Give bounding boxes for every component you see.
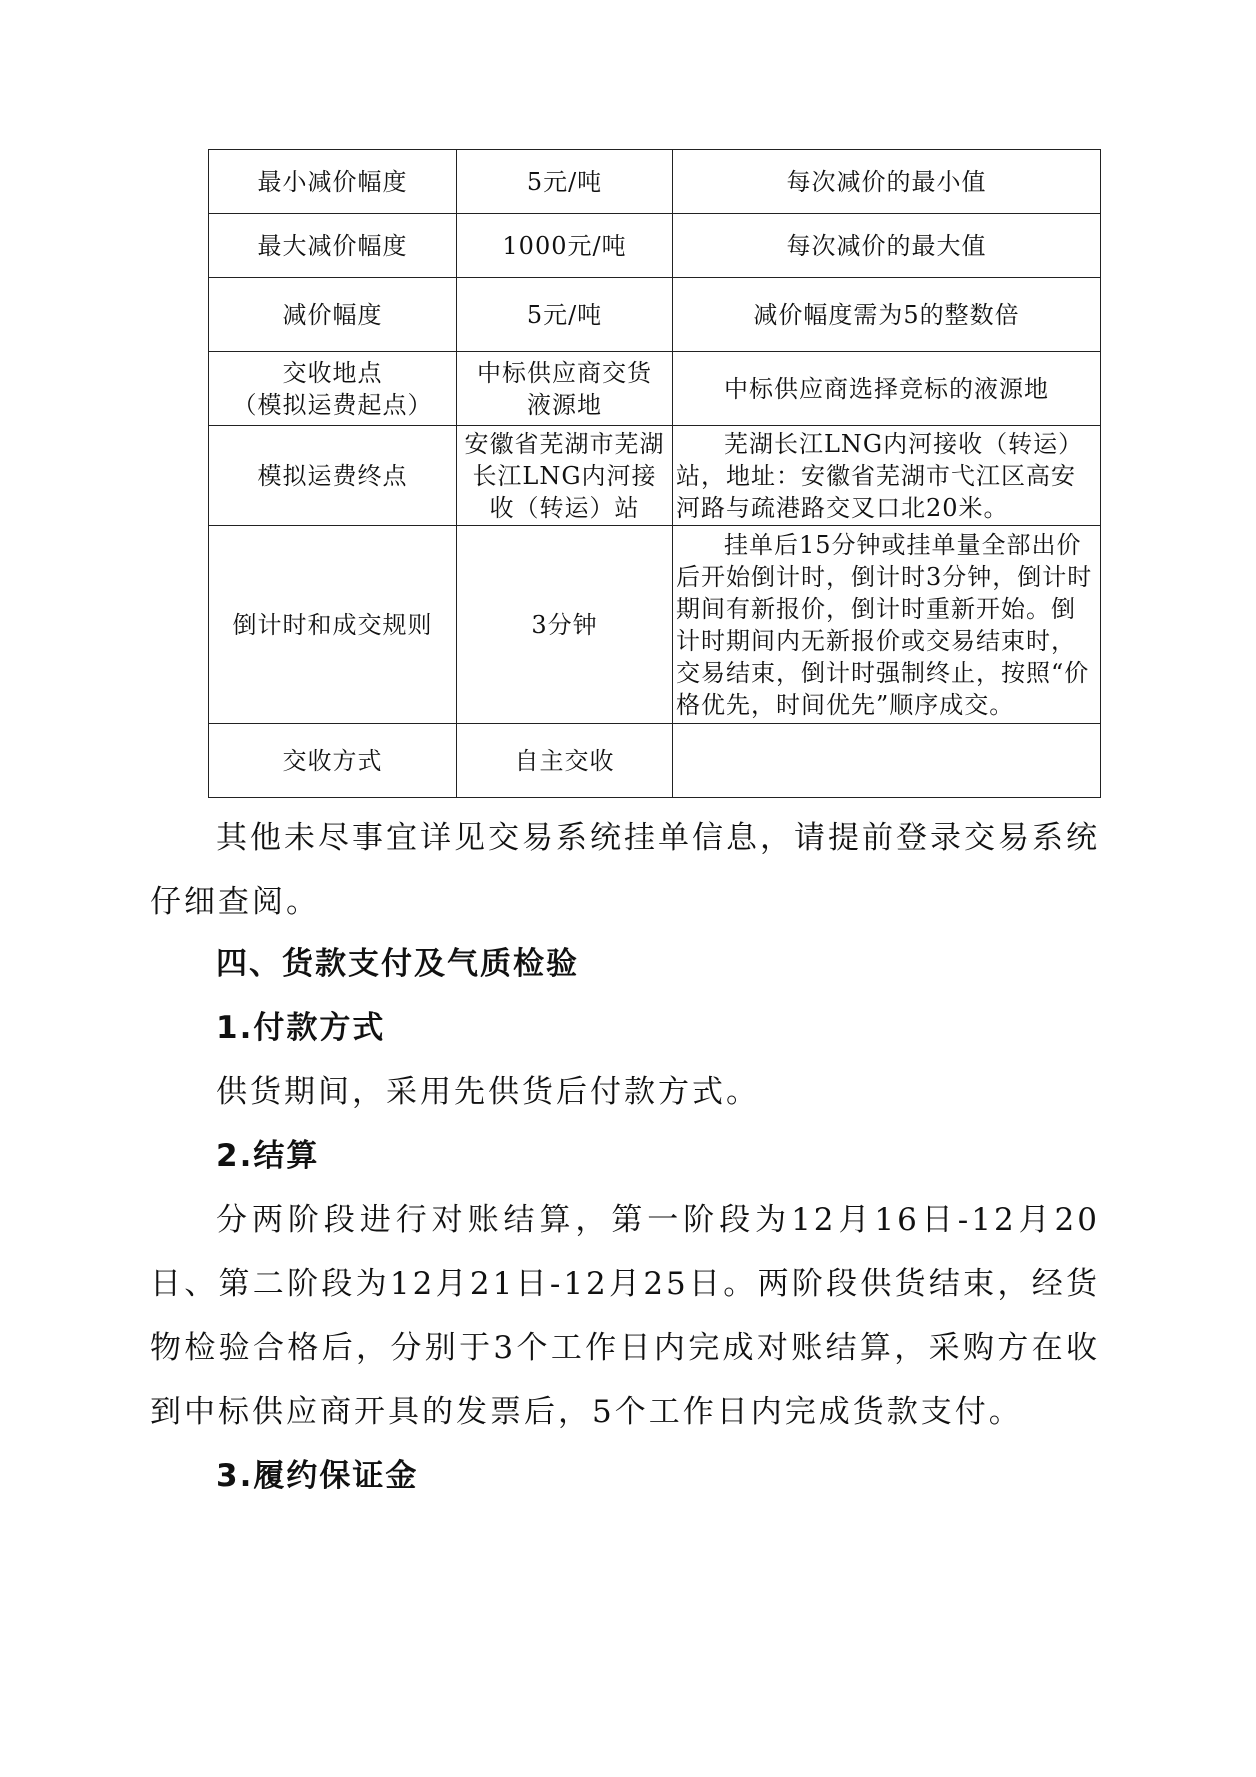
table-cell-note: 芜湖长江LNG内河接收（转运）站，地址：安徽省芜湖市弋江区高安河路与疏港路交叉口北20米。 — [673, 426, 1101, 526]
payment-paragraph: 供货期间，采用先供货后付款方式。 — [216, 1074, 760, 1110]
bidding-parameters-table — [208, 149, 1101, 798]
table-cell-item: 交收方式 — [209, 724, 457, 798]
table-cell-item: 最大减价幅度 — [209, 214, 457, 278]
table-row — [209, 426, 1101, 526]
table-cell-value: 中标供应商交货液源地 — [457, 352, 673, 426]
table-cell-value: 安徽省芜湖市芜湖长江LNG内河接收（转运）站 — [457, 426, 673, 526]
table-cell-value: 自主交收 — [457, 724, 673, 798]
table-cell-note: 每次减价的最大值 — [673, 214, 1101, 278]
table-cell-value: 1000元/吨 — [457, 214, 673, 278]
table-row — [209, 278, 1101, 352]
table-row — [209, 150, 1101, 214]
table-row — [209, 526, 1101, 724]
table-cell-item: 倒计时和成交规则 — [209, 526, 457, 724]
subsection-heading-payment: 1.付款方式 — [216, 1010, 386, 1046]
table-cell-note: 每次减价的最小值 — [673, 150, 1101, 214]
table-cell-item: 减价幅度 — [209, 278, 457, 352]
table-row — [209, 352, 1101, 426]
notice-paragraph: 其他未尽事宜详见交易系统挂单信息，请提前登录交易系统仔细查阅。 — [150, 820, 1100, 920]
table-cell-note — [673, 724, 1101, 798]
table-cell-note: 挂单后15分钟或挂单量全部出价后开始倒计时，倒计时3分钟，倒计时期间有新报价，倒计时重新开始。倒计时期间内无新报价或交易结束时，交易结束，倒计时强制终止，按照“价格优先，时间优先”顺序成交。 — [673, 526, 1101, 724]
table-cell-value: 5元/吨 — [457, 278, 673, 352]
table-cell-item — [209, 352, 457, 426]
item-line-1: 交收地点 — [282, 358, 383, 387]
item-line-2: （模拟运费起点） — [232, 390, 433, 419]
table-cell-item: 模拟运费终点 — [209, 426, 457, 526]
table-cell-item: 最小减价幅度 — [209, 150, 457, 214]
section-heading: 四、货款支付及气质检验 — [216, 946, 579, 982]
table-cell-value: 3分钟 — [457, 526, 673, 724]
table-row — [209, 724, 1101, 798]
table-row — [209, 214, 1101, 278]
subsection-heading-settlement: 2.结算 — [216, 1138, 320, 1174]
table-cell-note: 减价幅度需为5的整数倍 — [673, 278, 1101, 352]
table-cell-value: 5元/吨 — [457, 150, 673, 214]
subsection-heading-deposit: 3.履约保证金 — [216, 1458, 419, 1494]
settlement-paragraph: 分两阶段进行对账结算，第一阶段为12月16日-12月20日、第二阶段为12月21日-12月25日。两阶段供货结束，经货物检验合格后，分别于3个工作日内完成对账结算，采购方在收到中标供应商开具的发票后，5个工作日内完成货款支付。 — [150, 1202, 1100, 1430]
table-cell-note: 中标供应商选择竞标的液源地 — [673, 352, 1101, 426]
